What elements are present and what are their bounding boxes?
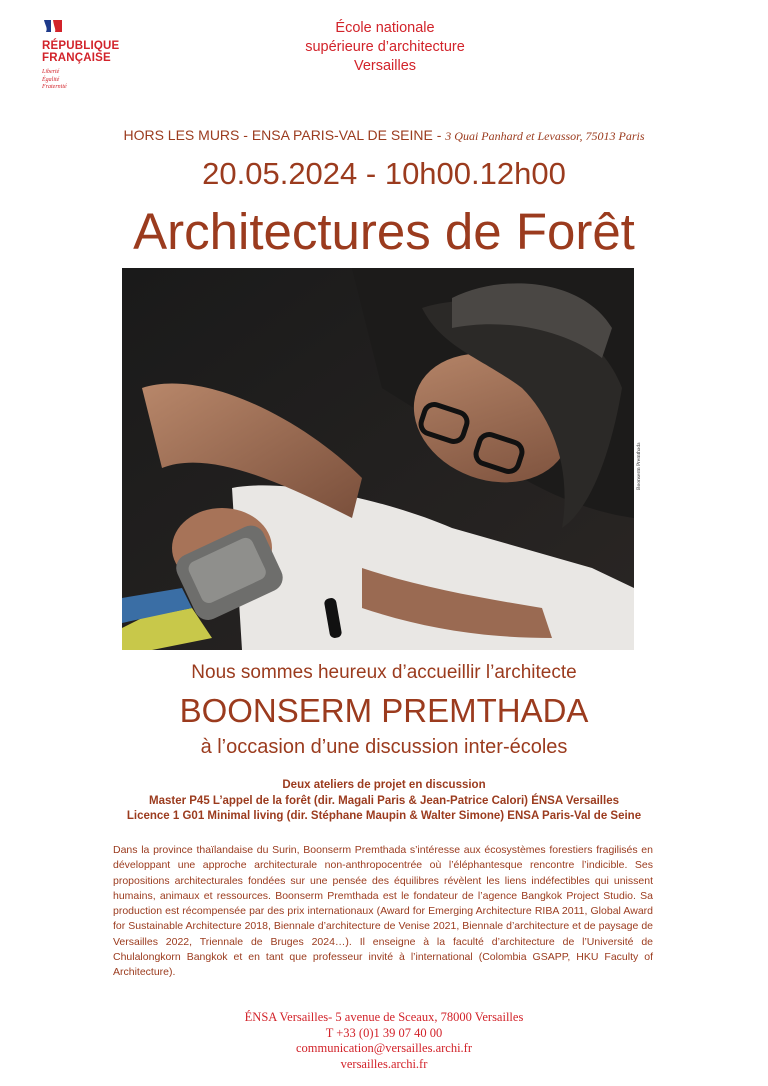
school-name <box>250 19 520 76</box>
ateliers-heading: Deux ateliers de projet en discussion <box>282 779 486 791</box>
atelier-item-master: Master P45 L’appel de la forêt (dir. Magali Paris & Jean-Patrice Calori) ÉNSA Versailles <box>149 794 619 807</box>
contact-phone: T +33 (0)1 39 07 40 00 <box>325 1025 443 1040</box>
intro-line-2: à l’occasion d’une discussion inter-écoles <box>200 736 568 758</box>
republique-francaise-logo <box>42 18 132 92</box>
venue-line <box>0 127 768 144</box>
intro-line-1: Nous sommes heureux d’accueillir l’architecte <box>191 662 577 683</box>
contact-email[interactable]: communication@versailles.archi.fr <box>295 1041 473 1055</box>
school-line-2: supérieure d’architecture <box>305 39 465 55</box>
logo-line-2: FRANÇAISE <box>42 52 111 64</box>
photo-credit <box>636 420 648 490</box>
contact-website[interactable]: versailles.archi.fr <box>340 1056 428 1071</box>
motto-egalite: Égalité <box>42 76 60 83</box>
atelier-item-licence: Licence 1 G01 Minimal living (dir. Stéphane Maupin & Walter Simone) ENSA Paris-Val de Seine <box>126 810 642 822</box>
venue-label: HORS LES MURS - ENSA PARIS-VAL DE SEINE - <box>123 127 442 143</box>
motto-fraternite: Fraternité <box>42 84 67 90</box>
ateliers-block <box>0 778 768 825</box>
logo-motto <box>42 69 67 92</box>
architect-bio: Dans la province thaïlandaise du Surin, Boonserm Premthada s’intéresse aux écosystèmes forestiers fragilisés en développant une approche architecturale non-anthropocentrée où l’éléphantesque rencontre l’indicible. Ses propositions architecturales fondées sur une pensée des équilibres révèlent les liens indéfectibles qui unissent humains, animaux et ressources. Boonserm Premthada est le fondateur de l’agence Bangkok Project Studio. Sa production est récompensée par des prix internationaux (Award for Emerging Architecture RIBA 2011, Global Award for Sustainable Architecture 2018, Biennale d’architecture de Venise 2021, Biennale d’architecture et de paysage de Versailles 2022, Triennale de Bruges 2024…). Il enseigne à la faculté d’architecture de l’Université de Chulalongkorn Bangkok et en tant que professeur invité à l’international (Colombia GSAPP, HKU Faculty of Architecture). <box>113 844 653 979</box>
school-line-1: École nationale <box>335 20 435 36</box>
marianne-icon <box>42 18 64 34</box>
architect-photo <box>122 268 634 650</box>
event-title: Architectures de Forêt <box>133 203 635 260</box>
school-line-3: Versailles <box>353 58 417 74</box>
contact-address: ÉNSA Versailles- 5 avenue de Sceaux, 78000 Versailles <box>244 1010 524 1024</box>
photo-credit-text: Boonserm Premthada <box>636 442 642 490</box>
contact-block <box>0 1010 768 1072</box>
logo-line-1: RÉPUBLIQUE <box>42 40 120 52</box>
motto-liberte: Liberté <box>42 69 60 75</box>
venue-address: 3 Quai Panhard et Levassor, 75013 Paris <box>445 129 645 143</box>
architect-name: BOONSERM PREMTHADA <box>179 692 589 729</box>
event-datetime: 20.05.2024 - 10h00.12h00 <box>202 156 566 191</box>
